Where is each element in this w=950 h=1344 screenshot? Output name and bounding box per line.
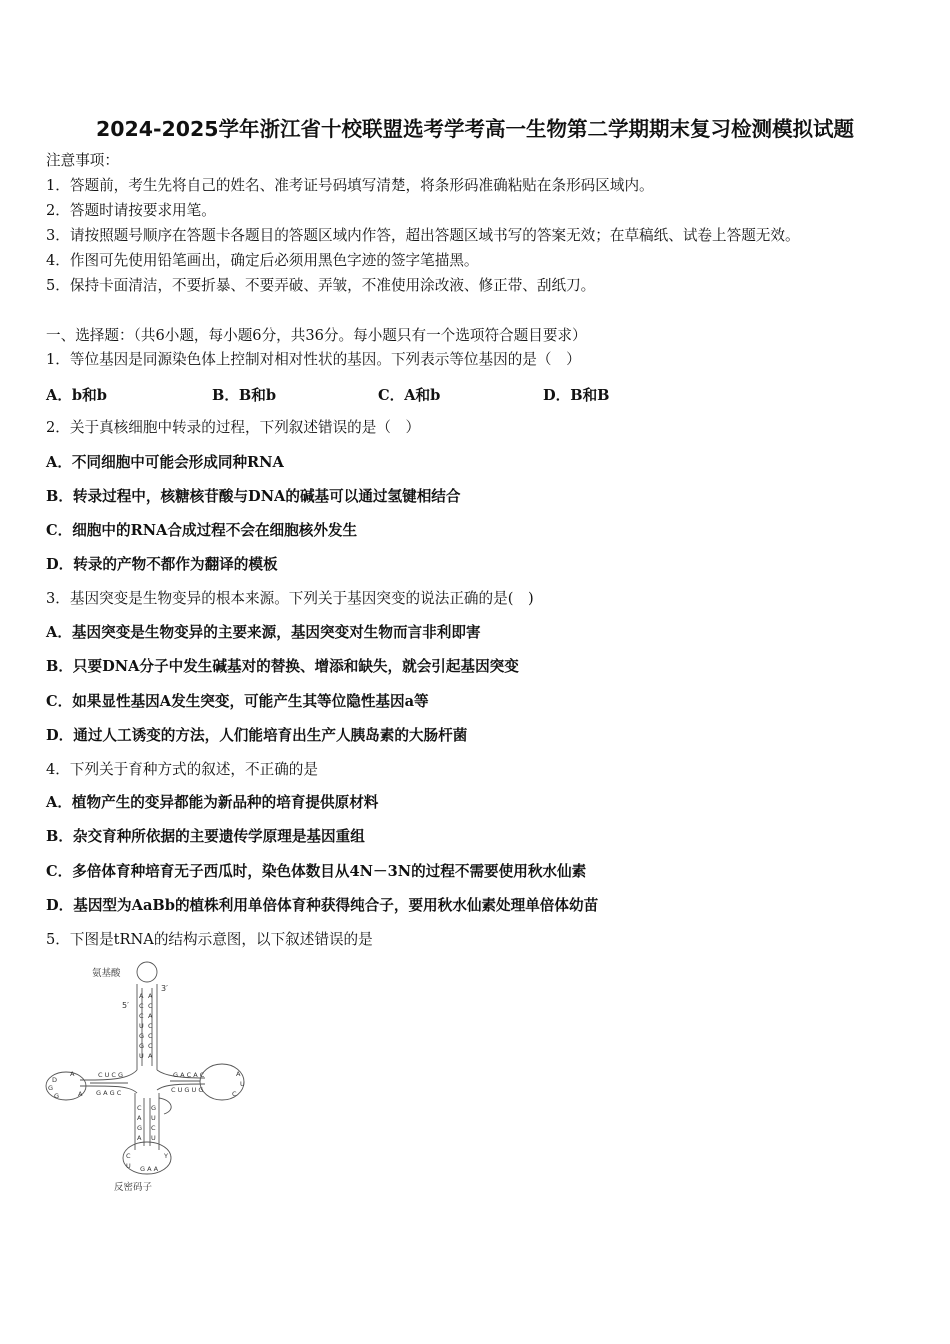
three-prime-label: 3′ bbox=[161, 984, 168, 993]
anticodon-label: 反密码子 bbox=[114, 1182, 153, 1193]
svg-text:G: G bbox=[54, 1092, 60, 1100]
svg-text:A: A bbox=[236, 1070, 241, 1078]
question-4-option-c: C．多倍体育种培育无子西瓜时，染色体数目从4N－3N的过程不需要使用秋水仙素 bbox=[46, 863, 587, 880]
question-2-option-c: C．细胞中的RNA合成过程不会在细胞核外发生 bbox=[46, 522, 358, 539]
svg-text:U: U bbox=[151, 1134, 156, 1142]
notice-item-5: 5．保持卡面清洁，不要折暴、不要弄破、弄皱，不准使用涂改液、修正带、刮纸刀。 bbox=[46, 277, 596, 294]
svg-text:C: C bbox=[137, 1104, 142, 1112]
svg-text:C: C bbox=[232, 1090, 237, 1098]
svg-text:U: U bbox=[139, 1052, 144, 1060]
question-5-stem: 5．下图是tRNA的结构示意图，以下叙述错误的是 bbox=[46, 931, 373, 948]
trna-structure-diagram bbox=[40, 958, 255, 1198]
svg-text:G: G bbox=[139, 1042, 145, 1050]
svg-text:C: C bbox=[148, 1032, 153, 1040]
notice-item-2: 2．答题时请按要求用笔。 bbox=[46, 202, 216, 219]
question-3-option-b: B．只要DNA分子中发生碱基对的替换、增添和缺失，就会引起基因突变 bbox=[46, 658, 519, 675]
svg-text:C U G U G: C U G U G bbox=[171, 1086, 204, 1094]
question-2-stem: 2．关于真核细胞中转录的过程，下列叙述错误的是（ ） bbox=[46, 419, 421, 436]
svg-text:G A A: G A A bbox=[140, 1165, 159, 1173]
svg-text:Y: Y bbox=[164, 1152, 168, 1160]
question-1-stem: 1．等位基因是同源染色体上控制对相对性状的基因。下列表示等位基因的是（ ） bbox=[46, 351, 581, 368]
question-2-option-d: D．转录的产物不都作为翻译的模板 bbox=[46, 556, 278, 573]
svg-text:A: A bbox=[70, 1070, 75, 1078]
svg-text:A: A bbox=[137, 1114, 142, 1122]
svg-text:C: C bbox=[139, 1012, 144, 1020]
question-1-option-d: D．B和B bbox=[543, 387, 610, 404]
svg-text:A: A bbox=[148, 992, 153, 1000]
question-2-option-a: A．不同细胞中可能会形成同种RNA bbox=[46, 454, 284, 471]
svg-text:A: A bbox=[137, 1134, 142, 1142]
question-4-option-a: A．植物产生的变异都能为新品种的培育提供原材料 bbox=[46, 794, 379, 811]
svg-text:G: G bbox=[137, 1124, 143, 1132]
svg-text:C: C bbox=[126, 1152, 131, 1160]
notice-item-4: 4．作图可先使用铅笔画出，确定后必须用黑色字迹的签字笔描黑。 bbox=[46, 252, 479, 269]
amino-acid-label: 氨基酸 bbox=[92, 968, 121, 979]
question-4-option-d: D．基因型为AaBb的植株利用单倍体育种获得纯合子，要用秋水仙素处理单倍体幼苗 bbox=[46, 897, 599, 914]
notice-item-1: 1．答题前，考生先将自己的姓名、准考证号码填写清楚，将条形码准确粘贴在条形码区域内。 bbox=[46, 177, 654, 194]
svg-text:U: U bbox=[139, 1022, 144, 1030]
question-3-option-d: D．通过人工诱变的方法，人们能培育出生产人胰岛素的大肠杆菌 bbox=[46, 727, 468, 744]
svg-text:C: C bbox=[148, 1022, 153, 1030]
svg-text:C: C bbox=[148, 1042, 153, 1050]
svg-text:A: A bbox=[139, 992, 144, 1000]
question-4-option-b: B．杂交育种所依据的主要遗传学原理是基因重组 bbox=[46, 828, 365, 845]
question-1-option-b: B．B和b bbox=[212, 387, 277, 404]
question-1-option-c: C．A和b bbox=[378, 387, 441, 404]
notice-heading: 注意事项： bbox=[46, 152, 119, 169]
svg-text:C: C bbox=[139, 1002, 144, 1010]
svg-text:D: D bbox=[52, 1076, 58, 1084]
question-2-option-b: B．转录过程中，核糖核苷酸与DNA的碱基可以通过氢键相结合 bbox=[46, 488, 461, 505]
five-prime-label: 5′ bbox=[122, 1001, 129, 1010]
question-1-option-a: A．b和b bbox=[46, 387, 107, 404]
question-3-stem: 3．基因突变是生物变异的根本来源。下列关于基因突变的说法正确的是( ) bbox=[46, 590, 534, 607]
svg-text:G: G bbox=[139, 1032, 145, 1040]
svg-text:G: G bbox=[151, 1104, 157, 1112]
section-heading: 一、选择题：（共6小题，每小题6分，共36分。每小题只有一个选项符合题目要求） bbox=[46, 327, 587, 344]
question-3-option-a: A．基因突变是生物变异的主要来源，基因突变对生物而言非利即害 bbox=[46, 624, 481, 641]
svg-text:C: C bbox=[148, 1002, 153, 1010]
svg-text:C U C G: C U C G bbox=[98, 1071, 124, 1079]
svg-text:C: C bbox=[151, 1124, 156, 1132]
svg-text:G: G bbox=[48, 1084, 54, 1092]
svg-text:G A C A C: G A C A C bbox=[173, 1071, 205, 1079]
svg-text:U: U bbox=[126, 1162, 131, 1170]
svg-text:A: A bbox=[78, 1090, 83, 1098]
svg-text:U: U bbox=[151, 1114, 156, 1122]
page-title: 2024-2025学年浙江省十校联盟选考学考高一生物第二学期期末复习检测模拟试题 bbox=[95, 117, 855, 141]
notice-item-3: 3．请按照题号顺序在答题卡各题目的答题区域内作答，超出答题区域书写的答案无效；在草稿纸、试卷上答题无效。 bbox=[46, 227, 800, 244]
svg-text:A: A bbox=[148, 1052, 153, 1060]
question-3-option-c: C．如果显性基因A发生突变，可能产生其等位隐性基因a等 bbox=[46, 693, 429, 710]
question-4-stem: 4．下列关于育种方式的叙述，不正确的是 bbox=[46, 761, 318, 778]
svg-text:U: U bbox=[240, 1080, 245, 1088]
svg-text:A: A bbox=[148, 1012, 153, 1020]
svg-text:G A G C: G A G C bbox=[96, 1089, 122, 1097]
